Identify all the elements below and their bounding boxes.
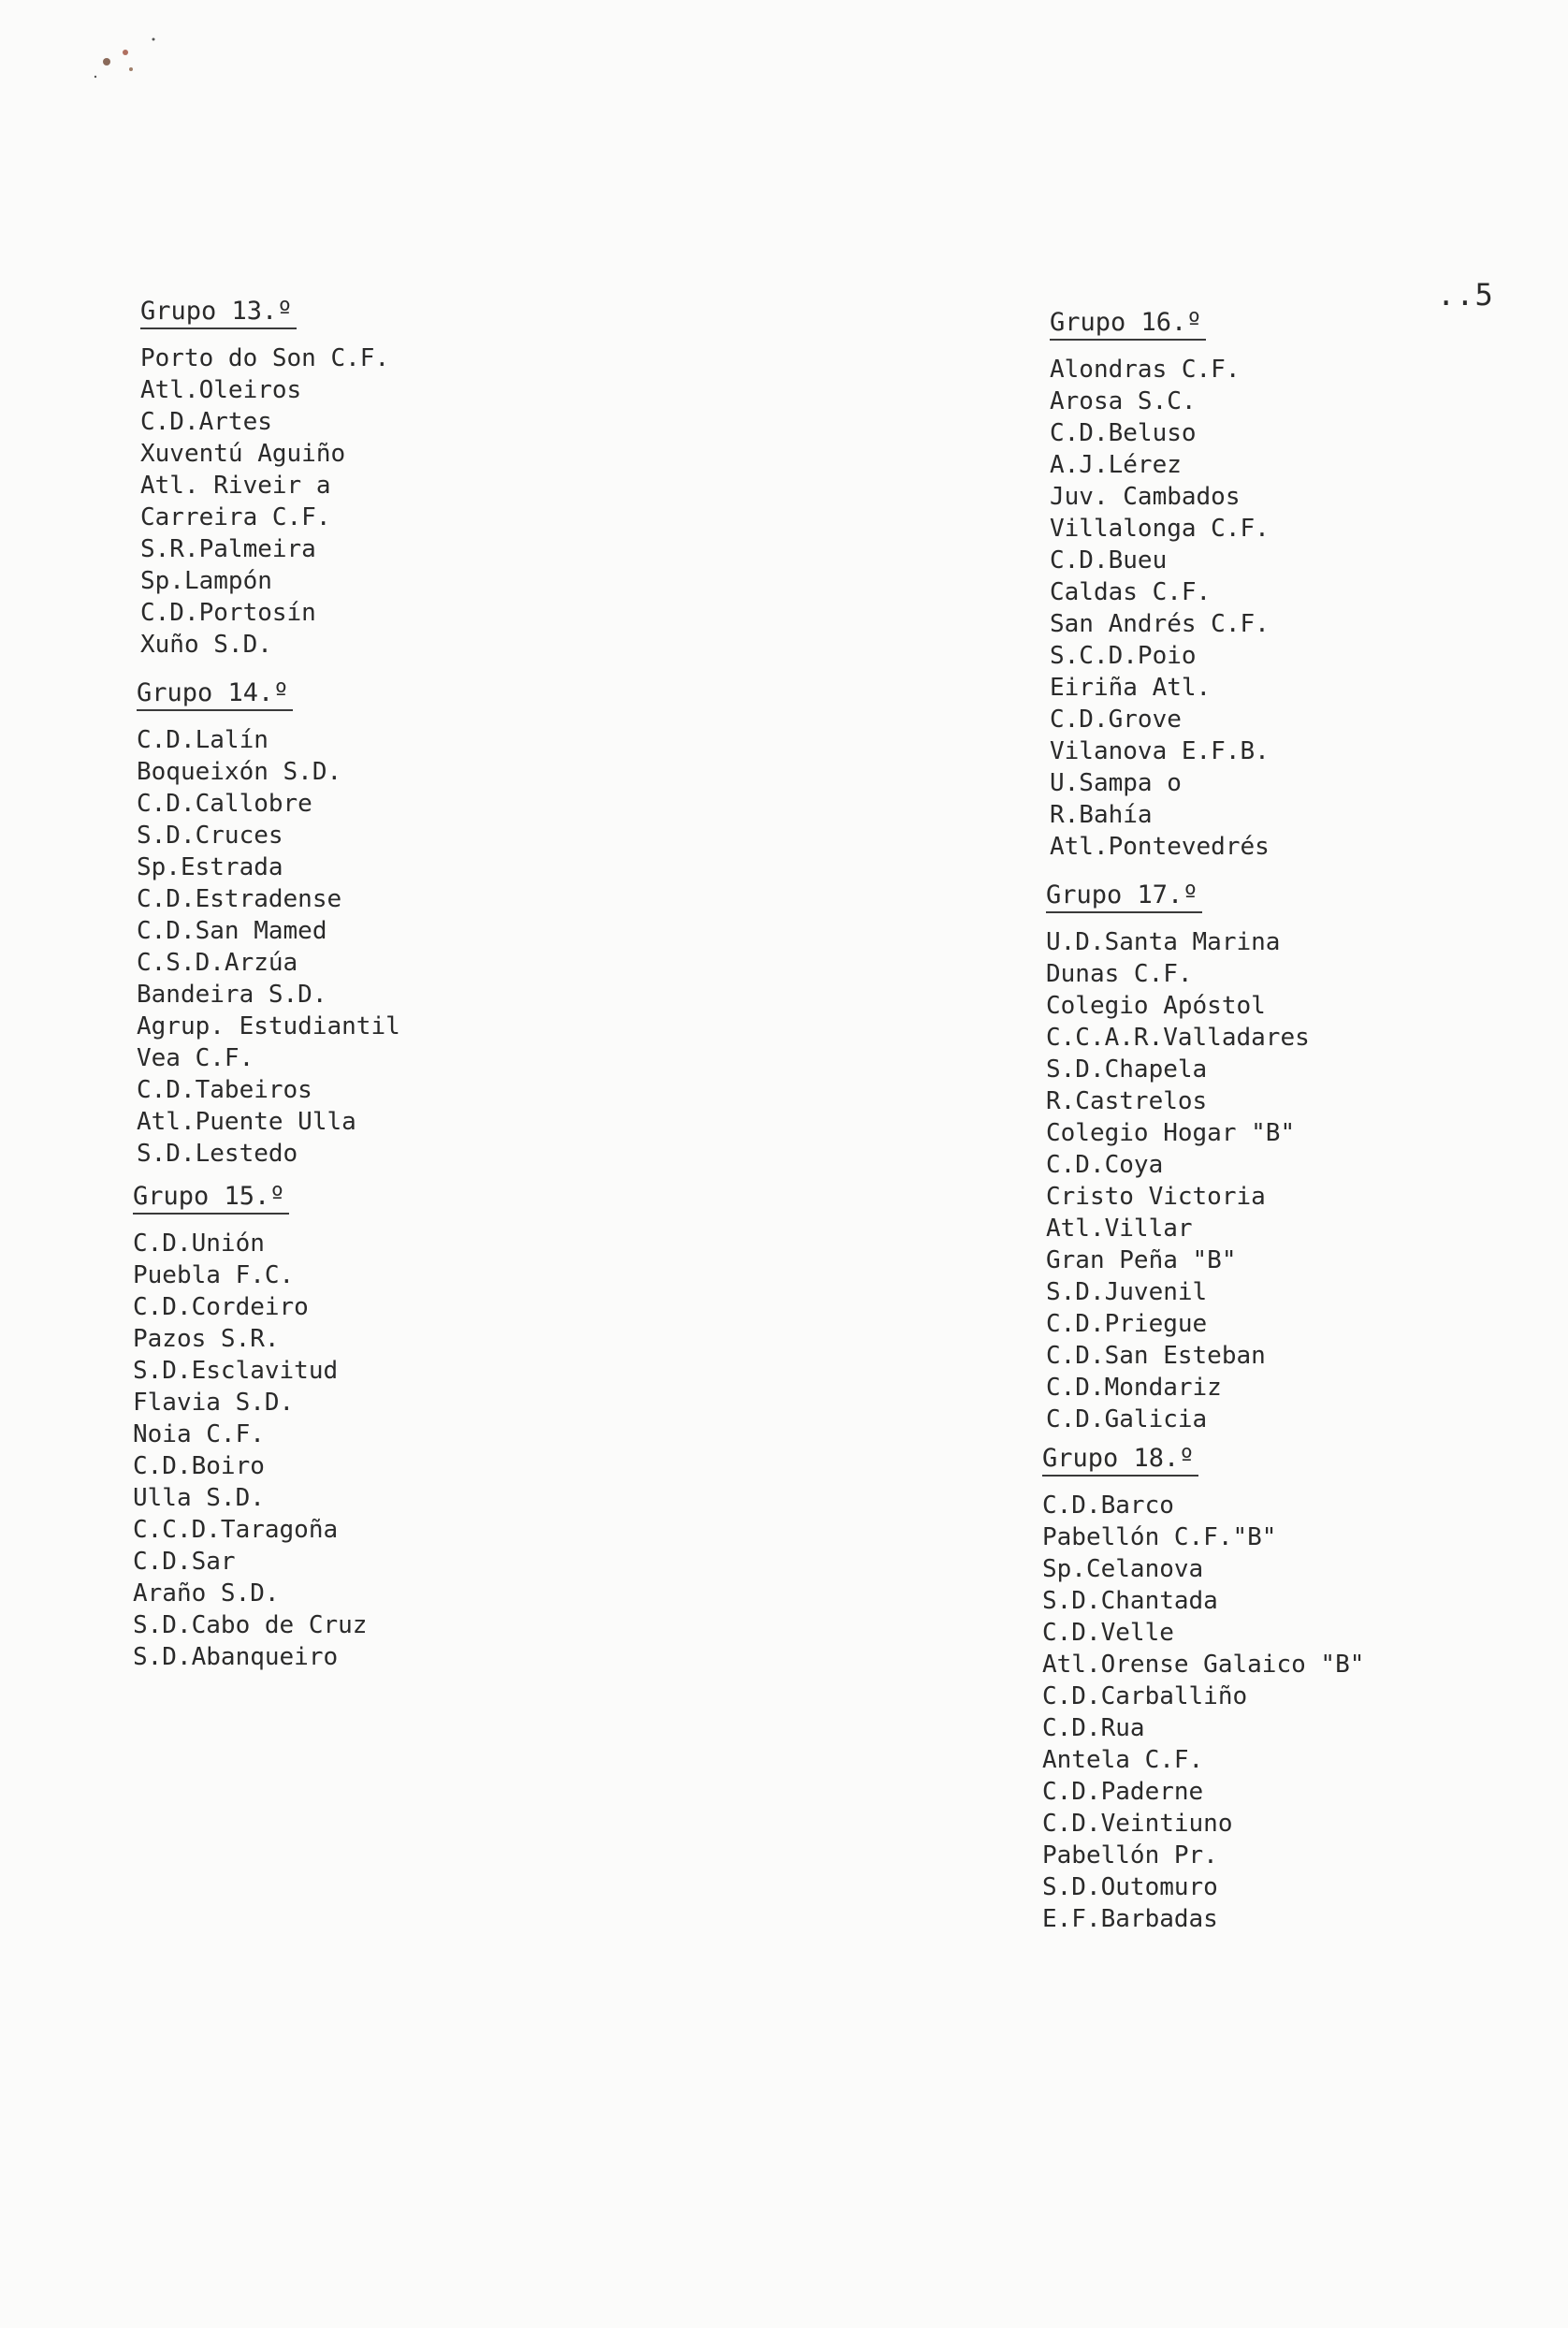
club-item: C.C.D.Taragoña bbox=[133, 1516, 339, 1544]
club-item: S.D.Outomuro bbox=[1042, 1873, 1218, 1901]
club-item: Carreira C.F. bbox=[140, 503, 331, 531]
club-item: C.D.Unión bbox=[133, 1229, 265, 1258]
club-item: Pazos S.R. bbox=[133, 1325, 280, 1353]
club-item: Porto do Son C.F. bbox=[140, 344, 390, 372]
club-item: Cristo Victoria bbox=[1046, 1183, 1266, 1211]
club-item: S.D.Esclavitud bbox=[133, 1357, 339, 1385]
group-15 bbox=[133, 1181, 367, 1673]
club-item: S.C.D.Poio bbox=[1050, 642, 1197, 670]
club-item: Xuventú Aguiño bbox=[140, 440, 346, 468]
club-item: C.D.San Esteban bbox=[1046, 1342, 1266, 1370]
club-item: Colegio Hogar "B" bbox=[1046, 1119, 1296, 1147]
club-item: C.D.Portosín bbox=[140, 599, 316, 627]
club-item: R.Castrelos bbox=[1046, 1087, 1208, 1115]
club-item: Villalonga C.F. bbox=[1050, 515, 1270, 543]
club-item: Noia C.F. bbox=[133, 1420, 265, 1448]
club-item: Dunas C.F. bbox=[1046, 960, 1193, 988]
club-item: Puebla F.C. bbox=[133, 1261, 295, 1289]
club-item: Atl.Oleiros bbox=[140, 376, 302, 404]
club-item: C.D.Sar bbox=[133, 1548, 236, 1576]
group-14 bbox=[137, 677, 400, 1170]
club-item: C.D.Galicia bbox=[1046, 1405, 1208, 1433]
club-list bbox=[1042, 1490, 1364, 1935]
club-item: Eiriña Atl. bbox=[1050, 674, 1212, 702]
club-item: R.Bahía bbox=[1050, 801, 1153, 829]
club-item: U.Sampa o bbox=[1050, 769, 1182, 797]
club-item: C.D.Mondariz bbox=[1046, 1374, 1222, 1402]
club-item: Atl. Riveir a bbox=[140, 472, 331, 500]
club-item: C.S.D.Arzúa bbox=[137, 949, 298, 977]
club-item: Atl.Orense Galaico "B" bbox=[1042, 1651, 1365, 1679]
club-item: Atl.Villar bbox=[1046, 1215, 1193, 1243]
club-item: Flavia S.D. bbox=[133, 1389, 295, 1417]
club-item: S.D.Juvenil bbox=[1046, 1278, 1208, 1306]
club-item: Xuño S.D. bbox=[140, 631, 272, 659]
club-item: C.D.Artes bbox=[140, 408, 272, 436]
group-title: Grupo 14.º bbox=[137, 677, 293, 711]
club-list bbox=[137, 724, 400, 1170]
club-item: C.C.A.R.Valladares bbox=[1046, 1024, 1310, 1052]
club-item: Vilanova E.F.B. bbox=[1050, 737, 1270, 765]
club-item: A.J.Lérez bbox=[1050, 451, 1182, 479]
club-item: Vea C.F. bbox=[137, 1044, 254, 1072]
club-item: C.D.Velle bbox=[1042, 1619, 1174, 1647]
club-item: Sp.Lampón bbox=[140, 567, 272, 595]
club-list bbox=[140, 342, 389, 661]
club-item: C.D.Beluso bbox=[1050, 419, 1197, 447]
club-item: Agrup. Estudiantil bbox=[137, 1012, 400, 1040]
club-item: Antela C.F. bbox=[1042, 1746, 1204, 1774]
club-item: Ulla S.D. bbox=[133, 1484, 265, 1512]
club-item: C.D.Cordeiro bbox=[133, 1293, 309, 1321]
club-item: S.D.Abanqueiro bbox=[133, 1643, 339, 1671]
club-item: C.D.Rua bbox=[1042, 1714, 1145, 1742]
club-item: Sp.Estrada bbox=[137, 853, 283, 881]
club-item: S.D.Cruces bbox=[137, 822, 283, 850]
club-item: Atl.Pontevedrés bbox=[1050, 833, 1270, 861]
group-16 bbox=[1050, 307, 1270, 863]
group-title: Grupo 13.º bbox=[140, 296, 297, 329]
club-item: C.D.San Mamed bbox=[137, 917, 327, 945]
club-item: Juv. Cambados bbox=[1050, 483, 1241, 511]
club-item: C.D.Carballiño bbox=[1042, 1682, 1248, 1710]
club-item: C.D.Estradense bbox=[137, 885, 342, 913]
club-list bbox=[1050, 354, 1270, 863]
club-item: C.D.Lalín bbox=[137, 726, 269, 754]
page-number: ..5 bbox=[1437, 277, 1494, 313]
club-item: C.D.Veintiuno bbox=[1042, 1810, 1233, 1838]
club-list bbox=[1046, 926, 1310, 1435]
club-item: S.D.Chapela bbox=[1046, 1055, 1208, 1084]
club-item: C.D.Tabeiros bbox=[137, 1076, 312, 1104]
club-item: Arosa S.C. bbox=[1050, 387, 1197, 415]
group-title: Grupo 17.º bbox=[1046, 880, 1202, 913]
club-item: S.D.Lestedo bbox=[137, 1140, 298, 1168]
club-item: E.F.Barbadas bbox=[1042, 1905, 1218, 1933]
group-13 bbox=[140, 296, 389, 661]
club-item: C.D.Grove bbox=[1050, 706, 1182, 734]
club-item: Colegio Apóstol bbox=[1046, 992, 1266, 1020]
club-item: Bandeira S.D. bbox=[137, 981, 327, 1009]
club-item: Sp.Celanova bbox=[1042, 1555, 1204, 1583]
club-item: Pabellón C.F."B" bbox=[1042, 1523, 1277, 1551]
club-item: U.D.Santa Marina bbox=[1046, 928, 1281, 956]
group-title: Grupo 18.º bbox=[1042, 1443, 1198, 1477]
club-item: C.D.Priegue bbox=[1046, 1310, 1208, 1338]
group-17 bbox=[1046, 880, 1310, 1435]
club-item: Alondras C.F. bbox=[1050, 356, 1241, 384]
club-item: C.D.Barco bbox=[1042, 1491, 1174, 1520]
club-item: C.D.Boiro bbox=[133, 1452, 265, 1480]
club-item: C.D.Paderne bbox=[1042, 1778, 1204, 1806]
club-item: S.D.Chantada bbox=[1042, 1587, 1218, 1615]
club-item: Araño S.D. bbox=[133, 1579, 280, 1608]
club-item: Boqueixón S.D. bbox=[137, 758, 342, 786]
club-item: S.D.Cabo de Cruz bbox=[133, 1611, 368, 1639]
club-item: C.D.Coya bbox=[1046, 1151, 1164, 1179]
club-item: Gran Peña "B" bbox=[1046, 1246, 1237, 1274]
club-item: Pabellón Pr. bbox=[1042, 1841, 1218, 1870]
group-title: Grupo 15.º bbox=[133, 1181, 289, 1215]
club-item: Atl.Puente Ulla bbox=[137, 1108, 356, 1136]
group-title: Grupo 16.º bbox=[1050, 307, 1206, 341]
club-item: San Andrés C.F. bbox=[1050, 610, 1270, 638]
club-item: S.R.Palmeira bbox=[140, 535, 316, 563]
ink-specks bbox=[90, 28, 174, 94]
club-item: C.D.Callobre bbox=[137, 790, 312, 818]
group-18 bbox=[1042, 1443, 1364, 1935]
club-item: Caldas C.F. bbox=[1050, 578, 1212, 606]
club-item: C.D.Bueu bbox=[1050, 546, 1168, 575]
club-list bbox=[133, 1228, 367, 1673]
